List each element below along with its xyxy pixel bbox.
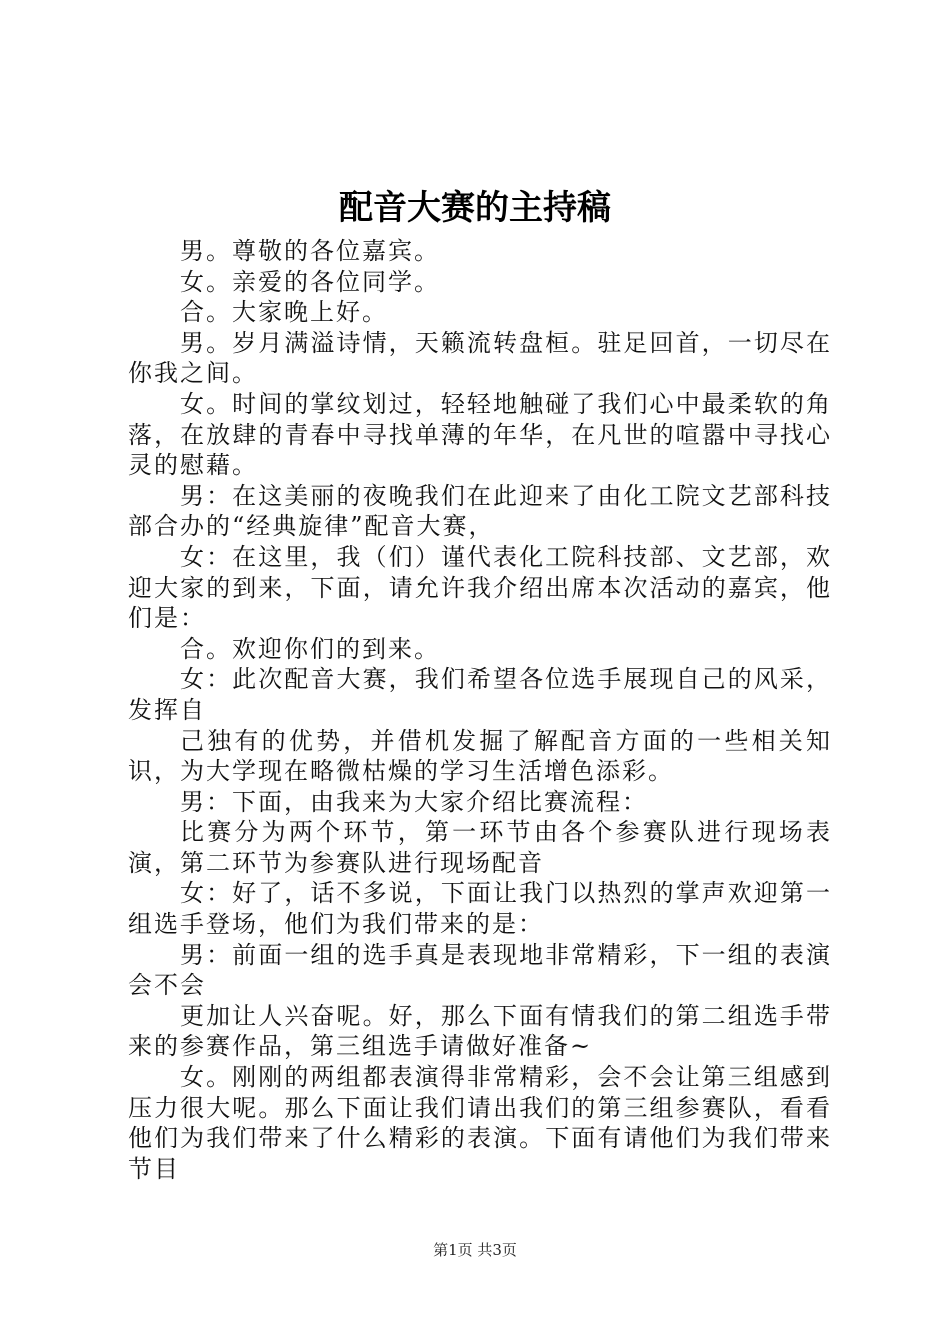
paragraph: 合。大家晚上好。 xyxy=(180,298,388,327)
paragraph: 女。刚刚的两组都表演得非常精彩，会不会让第三组感到压力很大呢。那么下面让我们请出我们的第三组参赛队，看看他们为我们带来了什么精彩的表演。下面有请他们为我们带来节目 xyxy=(128,1063,832,1183)
paragraph: 合。欢迎你们的到来。 xyxy=(180,634,440,663)
page-number-footer: 第1页 共3页 xyxy=(433,1241,517,1259)
paragraph: 男：在这美丽的夜晚我们在此迎来了由化工院文艺部科技部合办的“经典旋律”配音大赛， xyxy=(128,481,832,541)
paragraph: 男。尊敬的各位嘉宾。 xyxy=(180,237,440,265)
paragraph: 女：此次配音大赛，我们希望各位选手展现自己的风采，发挥自 xyxy=(128,665,832,724)
document-title: 配音大赛的主持稿 xyxy=(339,188,611,228)
paragraph: 女。时间的掌纹划过，轻轻地触碰了我们心中最柔软的角落，在放肆的青春中寻找单薄的年华，在凡世的喧嚣中寻找心灵的慰藉。 xyxy=(128,389,832,480)
paragraph: 比赛分为两个环节，第一环节由各个参赛队进行现场表演，第二环节为参赛队进行现场配音 xyxy=(128,818,832,877)
paragraph: 女：好了，话不多说，下面让我门以热烈的掌声欢迎第一组选手登场，他们为我们带来的是： xyxy=(128,879,832,939)
paragraph: 女：在这里，我（们）谨代表化工院科技部、文艺部，欢迎大家的到来，下面，请允许我介绍出席本次活动的嘉宾，他们是： xyxy=(128,542,832,633)
paragraph: 己独有的优势，并借机发掘了解配音方面的一些相关知识，为大学现在略微枯燥的学习生活增色添彩。 xyxy=(128,726,832,786)
paragraph: 更加让人兴奋呢。好，那么下面有情我们的第二组选手带来的参赛作品，第三组选手请做好准备~ xyxy=(128,1001,832,1061)
document-body xyxy=(128,236,832,1184)
paragraph: 男：下面，由我来为大家介绍比赛流程： xyxy=(180,787,648,816)
paragraph: 男：前面一组的选手真是表现地非常精彩，下一组的表演会不会 xyxy=(128,940,832,1000)
paragraph: 女。亲爱的各位同学。 xyxy=(180,267,440,296)
paragraph: 男。岁月满溢诗情，天籁流转盘桓。驻足回首，一切尽在你我之间。 xyxy=(128,328,832,388)
